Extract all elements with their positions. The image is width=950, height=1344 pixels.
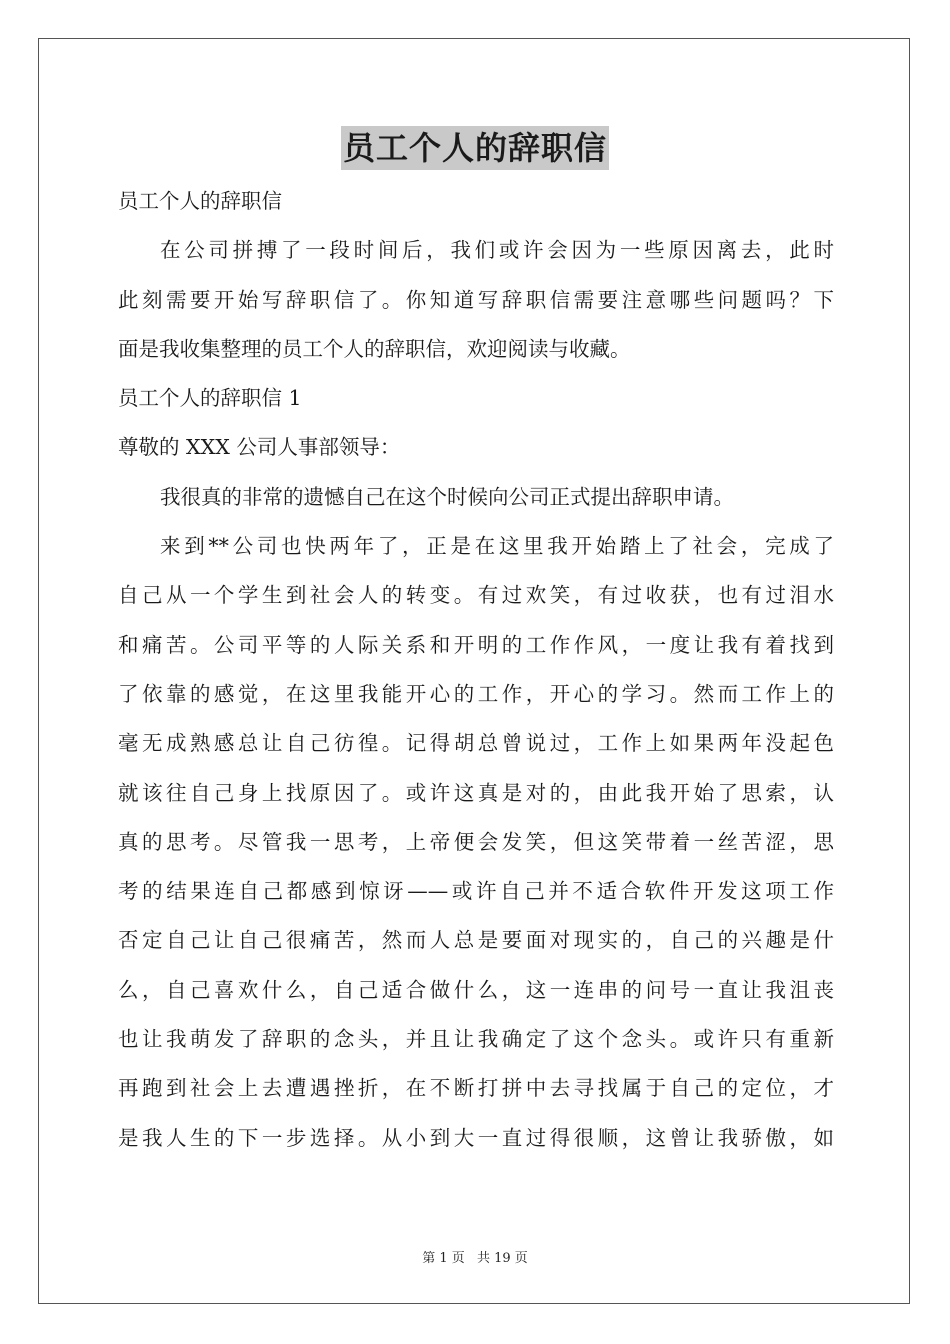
paragraph-line: 自己从一个学生到社会人的转变。有过欢笑，有过收获，也有过泪水	[118, 583, 834, 608]
document-title: 员工个人的辞职信	[341, 126, 609, 170]
paragraph-line: 么，自己喜欢什么，自己适合做什么，这一连串的问号一直让我沮丧	[118, 977, 834, 1002]
paragraph-line: 是我人生的下一步选择。从小到大一直过得很顺，这曾让我骄傲，如	[118, 1125, 834, 1150]
paragraph-line: 了依靠的感觉，在这里我能开心的工作，开心的学习。然而工作上的	[118, 681, 834, 706]
paragraph-line: 也让我萌发了辞职的念头，并且让我确定了这个念头。或许只有重新	[118, 1027, 834, 1052]
page-footer	[0, 1247, 950, 1266]
paragraph-line: 真的思考。尽管我一思考，上帝便会发笑，但这笑带着一丝苦涩，思	[118, 829, 834, 854]
paragraph-line: 毫无成熟感总让自己彷徨。记得胡总曾说过，工作上如果两年没起色	[118, 731, 834, 756]
page-total: 共 19 页	[476, 1251, 528, 1266]
paragraph-line: 和痛苦。公司平等的人际关系和开明的工作作风，一度让我有着找到	[118, 632, 834, 657]
section-heading: 员工个人的辞职信 1	[118, 386, 302, 411]
salutation: 尊敬的 XXX 公司人事部领导：	[118, 435, 401, 460]
paragraph-line: 在公司拼搏了一段时间后，我们或许会因为一些原因离去，此时	[160, 238, 834, 263]
paragraph-line: 再跑到社会上去遭遇挫折，在不断打拼中去寻找属于自己的定位，才	[118, 1076, 834, 1101]
paragraph-line: 面是我收集整理的员工个人的辞职信，欢迎阅读与收藏。	[118, 336, 631, 361]
paragraph-line: 我很真的非常的遗憾自己在这个时候向公司正式提出辞职申请。	[160, 484, 734, 509]
paragraph-line: 否定自己让自己很痛苦，然而人总是要面对现实的，自己的兴趣是什	[118, 928, 834, 953]
document-body	[118, 177, 834, 1163]
paragraph-line: 来到**公司也快两年了，正是在这里我开始踏上了社会，完成了	[160, 534, 834, 559]
paragraph-line: 就该往自己身上找原因了。或许这真是对的，由此我开始了思索，认	[118, 780, 834, 805]
page-number: 第 1 页	[422, 1251, 465, 1266]
paragraph-line: 此刻需要开始写辞职信了。你知道写辞职信需要注意哪些问题吗？下	[118, 287, 834, 312]
paragraph-line: 考的结果连自己都感到惊讶——或许自己并不适合软件开发这项工作	[118, 879, 834, 904]
section-heading: 员工个人的辞职信	[118, 189, 282, 213]
title-container	[0, 126, 950, 170]
